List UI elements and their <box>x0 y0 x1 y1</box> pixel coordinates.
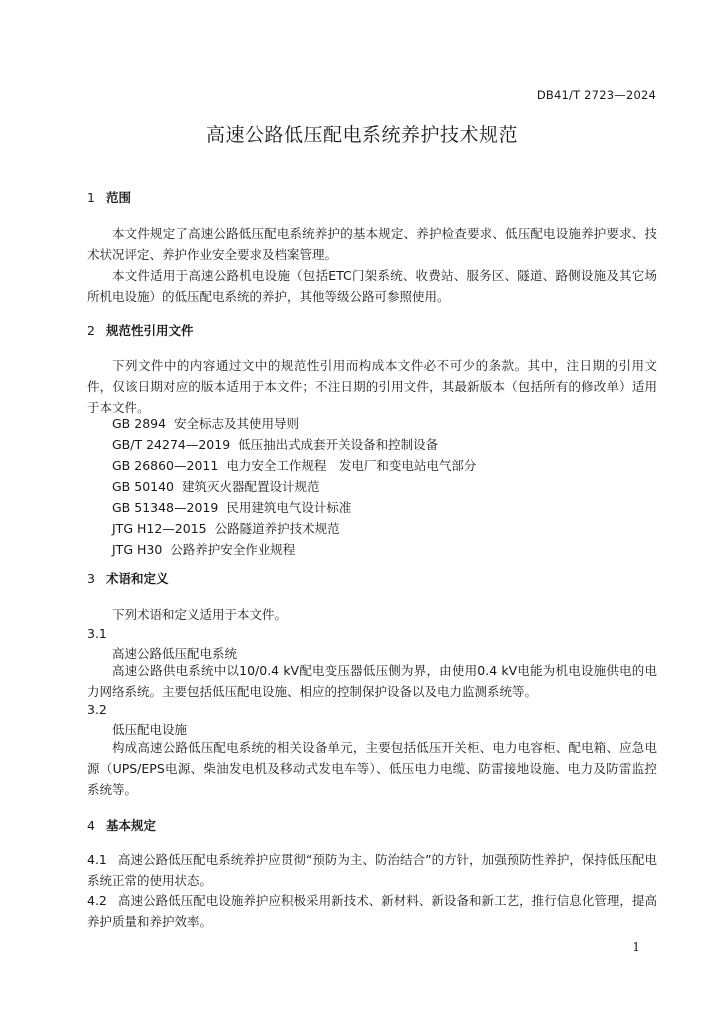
clause-4-2 <box>87 890 657 932</box>
reference-title: 公路养护安全作业规程 <box>170 542 296 557</box>
section-2-heading <box>87 321 194 339</box>
reference-code: GB 26860—2011 <box>112 458 219 473</box>
section-title: 术语和定义 <box>106 571 169 586</box>
section-title: 基本规定 <box>106 818 157 833</box>
reference-item <box>112 413 299 434</box>
section-1-paragraph-1: 本文件规定了高速公路低压配电系统养护的基本规定、养护检查要求、低压配电设施养护要求、技术状况评定、养护作业安全要求及档案管理。 <box>87 226 657 262</box>
section-number: 2 <box>87 323 95 338</box>
reference-title: 建筑灭火器配置设计规范 <box>182 479 320 494</box>
clause-text: 高速公路低压配电系统养护应贯彻“预防为主、防治结合”的方针，加强预防性养护，保持低压配电系统正常的使用状态。 <box>87 852 657 888</box>
section-2-intro: 下列文件中的内容通过文中的规范性引用而构成本文件必不可少的条款。其中，注日期的引用文件，仅该日期对应的版本适用于本文件；不注日期的引用文件，其最新版本（包括所有的修改单）适用于本文件。 <box>87 358 657 415</box>
reference-code: JTG H30 <box>112 542 163 557</box>
section-number: 1 <box>87 190 95 205</box>
term-definition: 构成高速公路低压配电系统的相关设备单元，主要包括低压开关柜、电力电容柜、配电箱、应急电源（UPS/EPS电源、柴油发电机及移动式发电车等）、低压电力电缆、防雷接地设施、电力及防雷监控系统等。 <box>87 740 657 797</box>
section-3-heading <box>87 569 169 587</box>
section-title: 范围 <box>106 190 132 205</box>
term-number: 3.1 <box>87 626 107 641</box>
clause-number: 4.1 <box>87 852 107 867</box>
term-name: 高速公路低压配电系统 <box>112 646 238 661</box>
reference-code: GB 2894 <box>112 416 167 431</box>
clause-text: 高速公路低压配电设施养护应积极采用新技术、新材料、新设备和新工艺，推行信息化管理，提高养护质量和养护效率。 <box>87 893 657 929</box>
reference-code: GB 51348—2019 <box>112 500 219 515</box>
section-3-intro: 下列术语和定义适用于本文件。 <box>112 607 288 622</box>
clause-number: 4.2 <box>87 893 107 908</box>
section-4-heading <box>87 816 156 834</box>
clause-4-1 <box>87 849 657 891</box>
reference-item <box>112 455 476 476</box>
reference-code: JTG H12—2015 <box>112 521 207 536</box>
term-definition: 高速公路供电系统中以10/0.4 kV配电变压器低压侧为界，由使用0.4 kV电能为机电设施供电的电力网络系统。主要包括低压配电设施、相应的控制保护设备以及电力监测系统等。 <box>87 663 657 699</box>
reference-item <box>112 497 351 518</box>
reference-title: 民用建筑电气设计标准 <box>226 500 352 515</box>
reference-code: GB 50140 <box>112 479 174 494</box>
reference-title: 电力安全工作规程 发电厂和变电站电气部分 <box>226 458 477 473</box>
reference-title: 公路隧道养护技术规范 <box>214 521 340 536</box>
reference-title: 安全标志及其使用导则 <box>174 416 300 431</box>
document-title: 高速公路低压配电系统养护技术规范 <box>205 124 518 146</box>
page-number: 1 <box>632 940 640 954</box>
reference-item <box>112 539 295 560</box>
reference-item <box>112 434 438 455</box>
reference-title: 低压抽出式成套开关设备和控制设备 <box>238 437 439 452</box>
section-title: 规范性引用文件 <box>106 323 194 338</box>
section-number: 4 <box>87 818 95 833</box>
term-number: 3.2 <box>87 702 107 717</box>
reference-item <box>112 476 320 497</box>
section-1-heading <box>87 188 131 206</box>
section-number: 3 <box>87 571 95 586</box>
reference-item <box>112 518 340 539</box>
standard-code: DB41/T 2723—2024 <box>536 88 656 102</box>
reference-code: GB/T 24274—2019 <box>112 437 231 452</box>
term-name: 低压配电设施 <box>112 722 188 737</box>
section-1-paragraph-2: 本文件适用于高速公路机电设施（包括ETC门架系统、收费站、服务区、隧道、路侧设施及其它场所机电设施）的低压配电系统的养护，其他等级公路可参照使用。 <box>87 268 657 304</box>
